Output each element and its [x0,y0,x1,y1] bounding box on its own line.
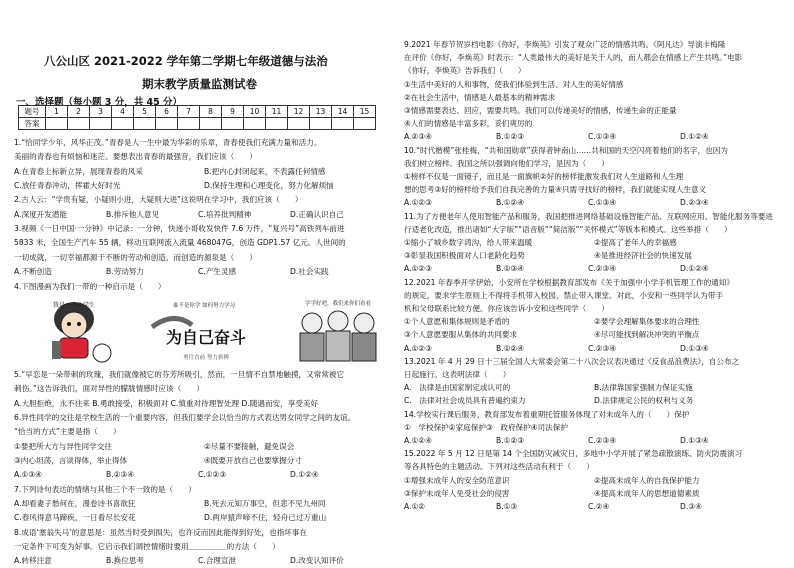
score-header-cell: 7 [178,106,200,118]
option-row [404,328,784,342]
option[interactable]: A.却看妻子愁何在，漫卷诗书喜欲狂 [14,499,136,508]
question-text: 想的思考③好的榜样给予我们自我完善的力量④只需寻找好的榜样，我们就能实现人生意义 [404,185,707,195]
exam-title-line2: 期末教学质量监测试卷 [142,77,257,91]
option-row [14,511,394,525]
answer-cell[interactable] [354,118,376,130]
score-header-cell: 9 [222,106,244,118]
question-text: 8.成语‘塞翁失马’的意思是：虽然当时受到损失，也许反而因此能得到好处，也指坏事在 [14,527,308,537]
score-header-cell: 6 [156,106,178,118]
answer-cell[interactable] [310,118,332,130]
pic2-brush-text: 为自己奋斗 [165,328,247,347]
question-text: 一切成就，一切幸福都源于不断的劳动和创造，而创造的源泉是（ ） [14,252,257,262]
option-row [14,440,394,454]
right-column [404,0,786,560]
option[interactable]: C.产生灵感 [198,267,237,277]
score-header-cell: 8 [200,106,222,118]
question-text: 14.学校实行课后服务，教育部发布着重期托管服务体现了对未成年人的（ ）保护 [404,409,690,419]
option[interactable]: B.死去元知万事空，但悲不见九州同 [204,499,326,508]
pic2-caption: 谁不是你学 如何努力学习 [172,303,236,309]
option[interactable]: B.法律靠国家强制力保证实施 [594,383,693,393]
option-row [14,554,382,568]
option[interactable]: C.②③④ [588,436,617,445]
question-text: 等各具特色的主题活动。下列对这些活动有利于（ ） [404,462,594,472]
pic1-caption: 我是一个小学生 [52,302,96,309]
question-text: 机和父母联系比较方便。你应该告诉小安和这些同学（ ） [404,304,610,313]
option[interactable]: ③彰显我国积极面对人口老龄化趋势 [404,251,525,261]
question-text: “恰当的方式”主要是指（ ） [14,427,121,437]
option[interactable]: A.深度开发潜能 [14,209,68,219]
option[interactable]: D.改变认知评价 [290,556,344,566]
option[interactable]: C.①③④ [588,198,617,208]
pic2-subtext: 勇往直前 努力拼搏 [183,355,229,361]
calligraphy-image [144,297,264,365]
option[interactable]: C.②③④ [588,264,617,274]
option-row [404,487,784,501]
option-row [404,381,784,395]
option[interactable]: A.②③④ [404,132,432,142]
family-scene-image [282,297,394,365]
question-text: 《你好，李焕英》告诉我们（ ） [404,66,526,76]
option[interactable]: C.①②③ [198,470,227,480]
option[interactable]: D.②③④ [680,198,709,208]
option[interactable]: B.①②③ [496,436,525,445]
left-column [14,0,396,566]
option[interactable]: ①缩小了城乡数字鸿沟，给人带来温暖 [404,238,533,247]
option-row [404,262,772,276]
question-text: 5833 米，全国生产汽车 55 辆，移动互联网流入流量 468047G，创造 GDP1.57 亿元。人世间的 [14,238,346,248]
answer-cell: 答案 [19,118,46,130]
option-row [404,236,784,250]
option[interactable]: ①增强未成年人的安全防范意识 [404,475,510,485]
option-row [14,165,394,179]
option[interactable]: D.社会实践 [290,267,329,277]
option[interactable]: A. 法律是由国家制定或认可的 [404,383,511,393]
answer-cell[interactable] [244,118,266,130]
score-header-cell: 10 [244,106,266,118]
option[interactable]: A.①②③ [404,343,432,353]
option[interactable]: A.①②④ [404,436,432,445]
answer-cell[interactable] [332,118,354,130]
option[interactable]: D.保持生理和心理变化，努力化解烦恼 [204,181,334,191]
option-row [404,315,784,329]
option[interactable]: A.①②③ [404,264,432,274]
option[interactable]: B.①③④ [496,264,525,274]
option-row [404,421,568,435]
option[interactable]: A.在青春上标新立异，展现青春的风采 [14,166,143,176]
option[interactable]: D.正确认识自己 [290,209,344,219]
question-text: ③情感需要表达、回应，需要共鸣。我们可以传递美好的情感，传递生命的正能量 [404,106,677,115]
option[interactable]: ②提高了老年人的幸福感 [594,238,677,247]
answer-cell[interactable] [178,118,200,130]
option[interactable]: C.合理宣泄 [198,556,237,566]
comic-images [24,297,394,367]
question-text: 刺伤。”这告诉我们，面对异性的朦胧情感时应该（ ） [14,384,204,394]
question-text: ②在社会生活中，情感是人最基本的精神需求 [404,92,556,102]
answer-cell[interactable] [200,118,222,130]
option[interactable]: B.①③ [496,502,518,511]
option[interactable]: ②尽量不要接触，避免误会 [204,441,295,451]
option[interactable]: C.②③④ [588,343,617,353]
option[interactable]: ①个人意愿和集体规则是矛盾的 [404,317,510,327]
option[interactable]: D.两岸猿声啼不住，轻舟已过万重山 [204,513,327,523]
option[interactable]: A.①② [404,502,426,511]
option-row [404,500,772,514]
question-text: 2.古人云：“学贵有疑，小疑则小进，大疑则大进”这说明在学习中，我们应该（ ） [14,195,303,205]
option[interactable]: A.①②③ [404,198,432,208]
score-header-cell: 1 [46,106,68,118]
option[interactable]: ④尽可能找到解决冲突的平衡点 [594,330,700,340]
option[interactable]: B.②③④ [106,470,135,480]
option[interactable]: D.①③④ [680,436,709,445]
option[interactable]: B.排斥他人意见 [106,209,160,219]
option[interactable]: ③个人意愿要服从集体的共同要求 [404,330,518,340]
option-row [14,468,382,482]
option-row [14,454,394,468]
option-row [404,130,772,144]
option[interactable]: D.①②④ [680,132,709,142]
question-text: ①榜样不仅是一面镜子，而且是一面旗帜②好的榜样能激发我们对人生道路和人生理 [404,172,684,181]
score-header-cell: 14 [332,106,354,118]
question-text: 6.异性同学的交往是学校生活的一个重要内容，但我们要学会以恰当的方式表达男女同学之间的友谊。 [14,412,356,422]
option-row [404,196,772,210]
question-text: 10.“时代楷模”张桂梅，“共和国勋章”获得者钟南山……共和国的天空闪亮着他们的名字，也因为 [404,145,728,155]
question-text: 1.“恰同学少年，风华正茂。”青春是人一生中最为华彩的乐章，青春使我们充满力量和活力。 [14,138,322,147]
question-text: 美丽的青春也有烦恼和迷茫。要想表出青春的最强音，我们应该（ ） [14,152,257,162]
option[interactable]: D.①②④ [680,264,709,274]
score-header-cell: 12 [288,106,310,118]
option-row [404,394,784,408]
option[interactable]: D.③④ [680,502,702,511]
question-text: 3.视频《一日中国·一分钟》中记录：一分钟，快递小哥收发快件 7.6 万件，“复兴号”高铁列车前进 [14,224,345,234]
option[interactable]: ①要把所大方与异性同学交往 [14,441,112,451]
question-text: ①生活中美好的人和事物，使我们体验到生活、对人生的美好情感 [404,79,624,89]
option[interactable]: ④是推进经济社会的快速发展 [594,251,692,261]
score-header-cell: 13 [310,106,332,118]
option[interactable]: C.①③④ [588,132,617,142]
option[interactable]: C.②④ [588,502,610,511]
option-row [404,249,784,263]
option[interactable]: C.培养批判精神 [198,209,252,219]
option[interactable]: ④提高未成年人的思想道德素质 [594,488,700,498]
option[interactable]: ① 学校保护②家庭保护③ 政府保护④司法保护 [404,422,568,432]
option[interactable]: C.春风得意马蹄疾，一日看尽长安花 [14,513,136,523]
option-row [14,265,382,279]
score-header-cell: 题号 [19,106,46,118]
answer-cell[interactable] [112,118,134,130]
option[interactable]: D.法律规定公民的权利与义务 [594,396,694,406]
option-row [14,208,382,222]
option[interactable]: B.①②③ [496,132,525,142]
question-text: 12.2021 年春季开学伊始，小安所在学校根据教育部发布《关于加强中小学手机管理工作的通知》 [404,277,734,287]
answer-cell[interactable] [90,118,112,130]
score-header-cell: 11 [266,106,288,118]
answer-cell[interactable] [46,118,68,130]
option[interactable]: B.把内心封闭起来，不表露任何情感 [204,166,326,176]
option[interactable]: ③内心坦荡，言谈得体，举止得体 [14,455,128,465]
option-row [404,434,772,448]
option-row [14,179,394,193]
option[interactable]: B.①②④ [496,198,525,208]
answer-cell[interactable] [288,118,310,130]
score-header-cell: 3 [90,106,112,118]
question-text: 9.2021 年春节贺岁档电影《你好，李焕英》引发了观众广泛的情感共鸣。《阿凡达》导演卡梅隆 [404,40,726,49]
question-text: ④人们的情感是丰富多彩，妥们爽厉的 [404,119,533,129]
question-text: 在评价《你好，李焕英》时表示：“人类最伟大的美好是关于人的，而人都会在情感上产生共鸣。”电影 [404,53,743,63]
option[interactable]: ③保护未成年人免受社会的侵害 [404,488,510,498]
option[interactable]: ②提高未成年人的自我保护能力 [594,475,700,485]
option[interactable]: C. 法律对社会成员具有普遍约束力 [404,396,526,406]
section-heading: 一、选择题（每小题 3 分，共 45 分） [16,97,183,108]
answer-cell[interactable] [266,118,288,130]
question-text: 4.下图漫画为我们一带的一种启示是（ ） [14,281,166,291]
question-text: 13.2021 年 4 月 29 日十三届全国人大常委会第二十八次会议表决通过《反食品浪费法》，自公布之 [404,356,740,366]
option[interactable]: D.①②④ [290,470,319,480]
option[interactable]: ④既要开放自己也要掌握分寸 [204,455,302,465]
pic3-caption: 学学好吧，我们来你们看看 [304,301,372,307]
answer-cell[interactable] [68,118,90,130]
question-text: 我们树立榜样。我国之所以强调向他们学习，是因为（ ） [404,158,610,168]
score-header-cell: 15 [354,106,376,118]
option[interactable]: A.不断创造 [14,267,52,277]
option[interactable]: B.换位思考 [106,556,144,566]
question-text: 行适老化改造，推出诸如“大字版”“语音版”“简洁版”“关怀模式”等版本和模式。这些举措（ ） [404,224,732,234]
question-text: A.大胆拒绝，永不往来 B.勇敢接受，积极面对 C.慎重对待理智处理 D.随遇而安，享受美好 [14,398,319,408]
option[interactable]: C.放任青春冲动，挥霍大好时光 [14,181,121,191]
score-table [18,105,376,130]
score-header-cell: 4 [112,106,134,118]
score-header-cell: 5 [134,106,156,118]
option-row [14,497,394,511]
option[interactable]: A.转移注意 [14,556,52,566]
cartoon-boy-image [24,297,124,365]
question-text: 7.下列诗句表达的情绪与其他三个不一致的是（ ） [14,484,196,494]
answer-cell[interactable] [222,118,244,130]
question-text: 5.“早恋是一朵带刺的玫瑰，我们就像被它的芬芳所吸引，然而，一旦情不自禁地触摸，又常常被它 [14,369,345,379]
question-text: 11.为了方便老年人使用智能产品和服务，我国把推进网络基础设施智能产品、互联网应用、智能化服务等要进 [404,211,773,221]
option[interactable]: A.①③④ [14,470,42,480]
option[interactable]: B.①②④ [496,343,525,353]
question-text: 15.2022 年 5 月 12 日是第 14 个全国防灾减灾日，多地中小学开展了紧急疏散演练、防火防震演习 [404,449,743,459]
option[interactable]: B.劳动努力 [106,267,144,277]
answer-cell[interactable] [156,118,178,130]
option-row [404,474,784,488]
exam-title-line1: 八公山区 2021-2022 学年第二学期七年级道德与法治 [44,54,328,68]
answer-cell[interactable] [134,118,156,130]
option[interactable]: ②要学会理解集体要求的合理性 [594,317,700,327]
question-text: 的规定，要求学生原则上不得将手机带入校园，禁止带入课堂。对此，小安和一些同学认为带手 [404,290,723,300]
question-text: 日起施行。这表明法律（ ） [404,370,511,379]
question-text: 一定条件下可变为好事。它启示我们调控情绪时要用＿＿＿＿＿的方法（ ） [14,542,280,552]
option[interactable]: D.①③④ [680,343,709,353]
score-header-cell: 2 [68,106,90,118]
option-row [404,342,772,356]
